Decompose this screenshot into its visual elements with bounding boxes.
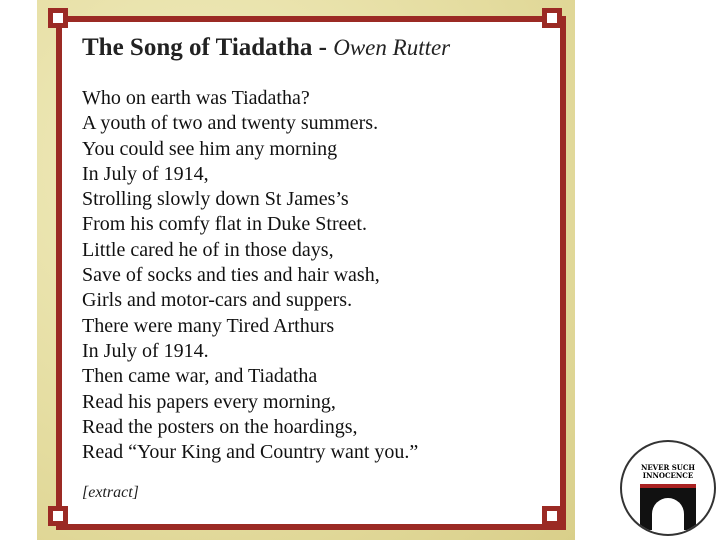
poem-line: You could see him any morning: [82, 137, 338, 160]
poem-line: Save of socks and ties and hair wash,: [82, 264, 380, 287]
frame-corner: [542, 506, 562, 526]
frame-corner: [542, 8, 562, 28]
author: Owen Rutter: [333, 35, 451, 60]
poem-line: Little cared he of in those days,: [82, 238, 334, 261]
poem-lines: [82, 86, 418, 465]
logo-text: NEVER SUCH INNOCENCE: [640, 463, 696, 480]
poem-line: From his comfy flat in Duke Street.: [82, 213, 367, 236]
title-text: The Song of Tiadatha -: [82, 34, 334, 61]
frame-corner: [48, 8, 68, 28]
poem-line: Strolling slowly down St James’s: [82, 188, 349, 211]
poem-line: In July of 1914.: [82, 339, 209, 362]
poem-line: Then came war, and Tiadatha: [82, 365, 318, 388]
logo-arch: [652, 498, 684, 532]
poem-line: Read his papers every morning,: [82, 390, 336, 413]
extract-label: [extract]: [82, 484, 139, 501]
poem-line: In July of 1914,: [82, 162, 209, 185]
frame-corner: [48, 506, 68, 526]
poem-line: Read the posters on the hoardings,: [82, 415, 358, 438]
poem-title: [82, 34, 450, 62]
poem-line: Girls and motor-cars and suppers.: [82, 289, 353, 312]
poem-line: Who on earth was Tiadatha?: [82, 87, 310, 109]
poem-line: There were many Tired Arthurs: [82, 314, 335, 337]
poem-line: Read “Your King and Country want you.”: [82, 441, 419, 464]
poem-line: A youth of two and twenty summers.: [82, 112, 379, 135]
never-such-innocence-logo: [620, 440, 716, 536]
